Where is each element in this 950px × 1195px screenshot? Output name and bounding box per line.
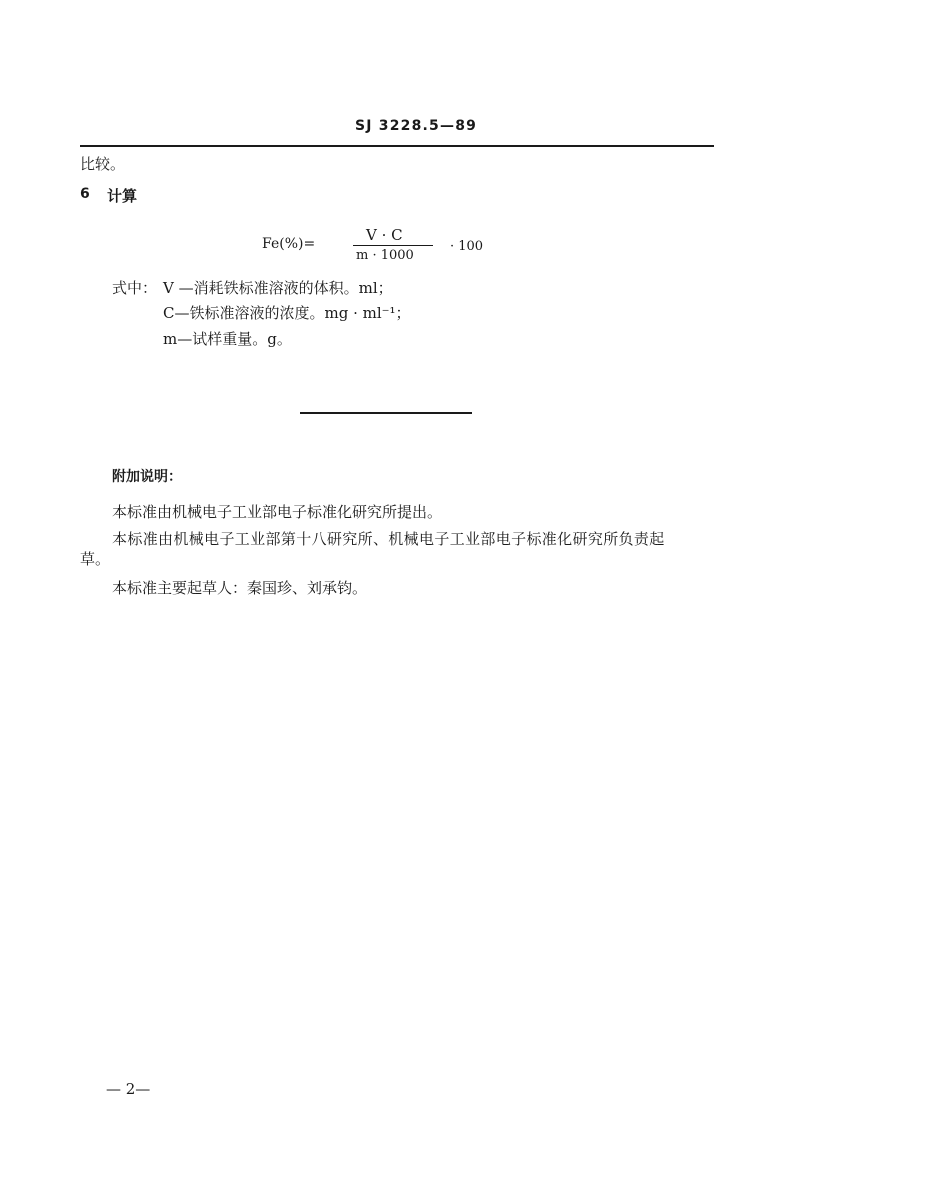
note-paragraph: 本标准由机械电子工业部电子标准化研究所提出。 [112,503,443,521]
note-title: 附加说明： [112,469,182,485]
page-number: — 2— [106,1080,151,1098]
header-rule [80,145,714,147]
note-paragraph: 本标准主要起草人：秦国珍、刘承钧。 [112,579,368,597]
definitions-lead: 式中： [112,279,158,297]
section-number: 6 [80,186,90,202]
formula-denominator: m · 1000 [356,248,414,263]
definition-item: m—试样重量。g。 [163,330,292,348]
section-title: 计算 [107,187,138,205]
formula-rhs: · 100 [450,239,484,254]
note-paragraph-continuation: 草。 [80,550,111,568]
continuation-text: 比较。 [80,155,126,173]
formula-numerator: V · C [366,226,403,244]
fraction-bar [353,245,433,246]
section-divider [300,412,472,414]
formula-lhs: Fe(%)= [262,236,316,252]
note-paragraph: 本标准由机械电子工业部第十八研究所、机械电子工业部电子标准化研究所负责起 [112,530,665,548]
definition-item: C—铁标准溶液的浓度。mg · ml⁻¹； [163,304,411,322]
standard-code: SJ 3228.5—89 [355,118,478,134]
definition-item: V —消耗铁标准溶液的体积。ml； [163,279,393,297]
